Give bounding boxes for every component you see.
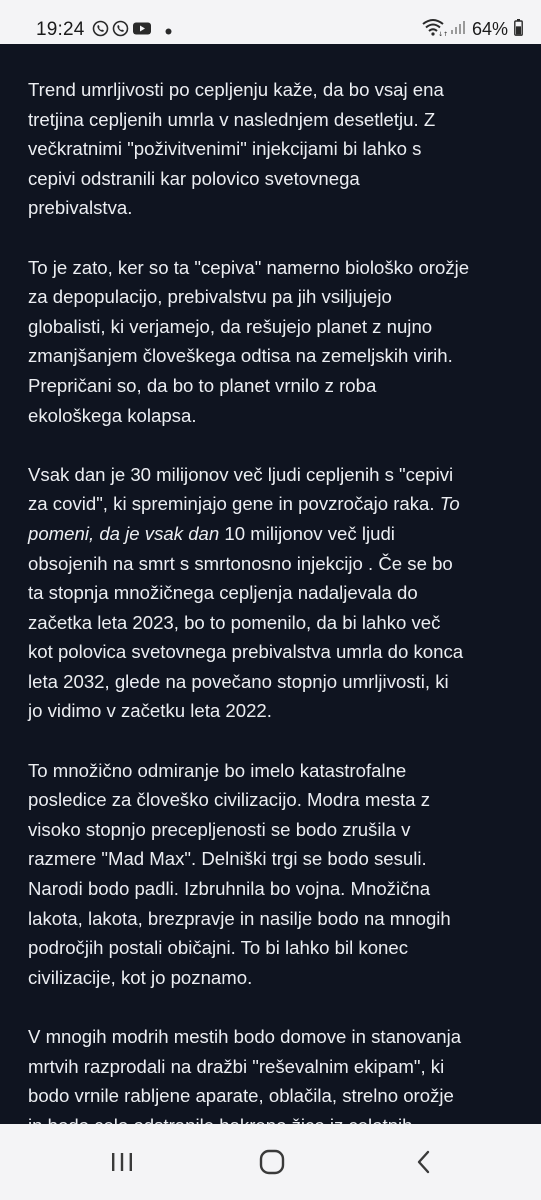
- text-line: prebivalstva.: [28, 197, 133, 219]
- text-line: za depopulacijo, prebivalstvu pa jih vsiljujejo: [28, 286, 392, 308]
- italic-text: pomeni, da je vsak dan: [28, 522, 220, 544]
- back-button[interactable]: [404, 1144, 444, 1184]
- paragraph-1: [28, 75, 528, 223]
- text-line: lakota, lakota, brezpravje in nasilje bodo na mnogih: [28, 907, 451, 929]
- paragraph-2: [28, 253, 528, 431]
- text-line: cepivi odstranili kar polovico svetovnega: [28, 167, 360, 189]
- youtube-icon: [132, 21, 152, 41]
- text-line: jo vidimo v začetku leta 2022.: [28, 700, 272, 722]
- text-line: začetka leta 2023, bo to pomenilo, da bi lahko več: [28, 611, 441, 633]
- text-line: Vsak dan je 30 milijonov več ljudi cepljenih s "cepivi: [28, 463, 454, 485]
- text-line: globalisti, ki verjamejo, da rešujejo planet z nujno: [28, 315, 433, 337]
- home-button[interactable]: [252, 1144, 292, 1184]
- battery-icon: [514, 19, 523, 41]
- text-line: mrtvih razprodali na dražbi "reševalnim ekipam", ki: [28, 1055, 445, 1077]
- svg-text:↓↑: ↓↑: [437, 31, 449, 38]
- text-line: [28, 489, 528, 519]
- text-line: ekološkega kolapsa.: [28, 404, 197, 426]
- text-line: visoko stopnjo precepljenosti se bodo zrušila v: [28, 818, 411, 840]
- text-line: Narodi bodo padli. Izbruhnila bo vojna. Množična: [28, 878, 431, 900]
- text-line: področjih postali običajni. To bi lahko bil konec: [28, 937, 409, 959]
- viber-icon: [112, 20, 129, 42]
- recent-apps-icon: [109, 1150, 135, 1179]
- battery-percentage: 64%: [471, 19, 508, 39]
- paragraph-3: [28, 460, 528, 726]
- text-line: tretjina cepljenih umrla v naslednjem desetletju. Z: [28, 108, 436, 130]
- text-line: V mnogih modrih mestih bodo domove in stanovanja: [28, 1026, 462, 1047]
- text-line: [28, 519, 528, 549]
- article-scroll-area[interactable]: [0, 44, 541, 1124]
- text-line: bodo vrnile rabljene aparate, oblačila, strelno orožje: [28, 1085, 454, 1107]
- text-line: civilizacije, kot jo poznamo.: [28, 966, 253, 988]
- text-line: obsojenih na smrt s smrtonosno injekcijo . Če se bo: [28, 552, 453, 574]
- home-icon: [258, 1148, 286, 1181]
- text-span: 10 milijonov več ljudi: [219, 522, 395, 544]
- status-time: 19:24: [36, 19, 85, 40]
- text-line: posledice za človeško civilizacijo. Modra mesta z: [28, 789, 430, 811]
- italic-text: To: [439, 493, 460, 515]
- wifi-icon: [422, 18, 449, 41]
- text-line: večkratnimi "poživitvenimi" injekcijami bi lahko s: [28, 138, 422, 160]
- text-line: zmanjšanjem človeškega odtisa na zemeljskih virih.: [28, 345, 453, 367]
- text-line: razmere "Mad Max". Delniški trgi se bodo sesuli.: [28, 848, 427, 870]
- text-line: ta stopnja množičnega cepljenja nadaljevala do: [28, 582, 418, 604]
- text-line: leta 2032, glede na povečano stopnjo umrljivosti, ki: [28, 670, 449, 692]
- text-line: kot polovica svetovnega prebivalstva umrla do konca: [28, 641, 464, 663]
- back-icon: [414, 1149, 434, 1180]
- text-line: Trend umrljivosti po cepljenju kaže, da bo vsaj ena: [28, 79, 444, 100]
- recent-apps-button[interactable]: [102, 1144, 142, 1184]
- signal-icon: [450, 19, 466, 40]
- text-line: To množično odmiranje bo imelo katastrofalne: [28, 759, 407, 781]
- paragraph-4: [28, 756, 528, 993]
- text-line: To je zato, ker so ta "cepiva" namerno biološko orožje: [28, 256, 470, 278]
- navigation-bar: [0, 1124, 541, 1200]
- status-bar: [0, 0, 541, 44]
- system-status: [422, 18, 523, 41]
- text-line: Prepričani so, da bo to planet vrnilo z roba: [28, 374, 377, 396]
- dot-icon: [165, 22, 172, 40]
- text-span: za covid", ki spreminjajo gene in povzročajo raka.: [28, 493, 440, 515]
- viber-icon: [92, 20, 109, 42]
- notification-icons: [92, 20, 172, 42]
- article-body: [28, 75, 528, 1200]
